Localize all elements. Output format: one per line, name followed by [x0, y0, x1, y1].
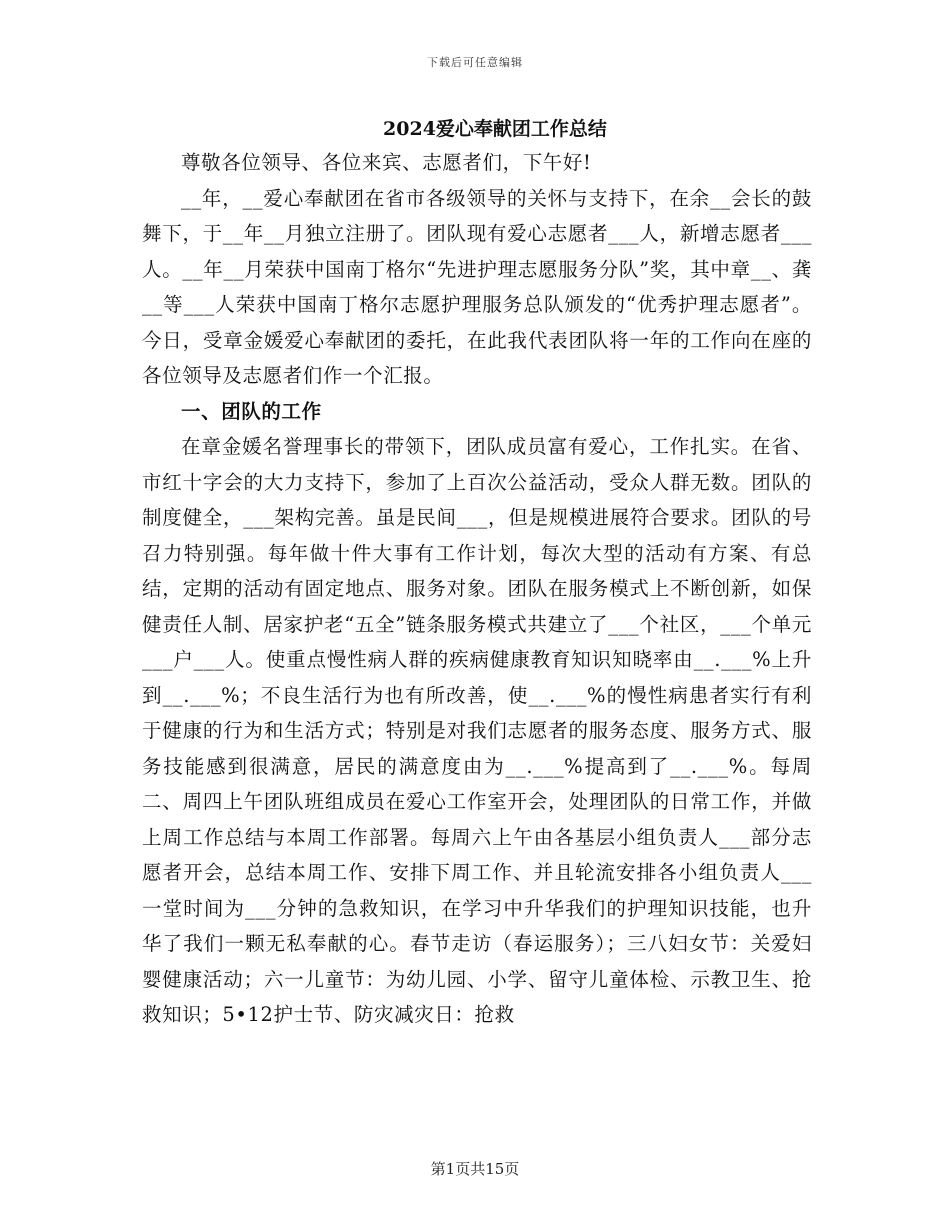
- document-title: 2024爱心奉献团工作总结: [383, 118, 607, 140]
- work-paragraph: 在章金媛名誉理事长的带领下，团队成员富有爱心，工作扎实。在省、市红十字会的大力支持下，参加了上百次公益活动，受众人群无数。团队的制度健全，___架构完善。虽是民间___，但是规模进展符合要求。团队的号召力特别强。每年做十件大事有工作计划，每次大型的活动有方案、有总结，定期的活动有固定地点、服务对象。团队在服务模式上不断创新，如保健责任人制、居家护老“五全”链条服务模式共建立了___个社区，___个单元___户___人。使重点慢性病人群的疾病健康教育知识知晓率由__.___%上升到__.___%；不良生活行为也有所改善，使__.___%的慢性病患者实行有利于健康的行为和生活方式；特别是对我们志愿者的服务态度、服务方式、服务技能感到很满意，居民的满意度由为__.___%提高到了__.___%。每周二、周四上午团队班组成员在爱心工作室开会，处理团队的日常工作，并做上周工作总结与本周工作部署。每周六上午由各基层小组负责人___部分志愿者开会，总结本周工作、安排下周工作、并且轮流安排各小组负责人___一堂时间为___分钟的急救知识，在学习中升华我们的护理知识技能，也升华了我们一颗无私奉献的心。春节走访（春运服务）；三八妇女节：关爱妇婴健康活动；六一儿童节：为幼儿园、小学、留守儿童体检、示教卫生、抢救知识；5•12护士节、防灾减灾日：抢救: [142, 435, 812, 1026]
- section-heading: 一、团队的工作: [181, 399, 322, 423]
- intro-paragraph: __年，__爱心奉献团在省市各级领导的关怀与支持下，在余__会长的鼓舞下，于__年__月独立注册了。团队现有爱心志愿者___人，新增志愿者___人。__年__月荣获中国南丁格尔“先进护理志愿服务分队”奖，其中章__、龚__等___人荣获中国南丁格尔志愿护理服务总队颁发的“优秀护理志愿者”。今日，受章金媛爱心奉献团的委托，在此我代表团队将一年的工作向在座的各位领导及志愿者们作一个汇报。: [142, 186, 812, 387]
- document-body: [142, 145, 812, 1033]
- page-indicator: 第1页共15页: [430, 1160, 520, 1178]
- header-note: 下载后可任意编辑: [427, 56, 523, 69]
- greeting-paragraph: 尊敬各位领导、各位来宾、志愿者们，下午好!: [181, 151, 592, 174]
